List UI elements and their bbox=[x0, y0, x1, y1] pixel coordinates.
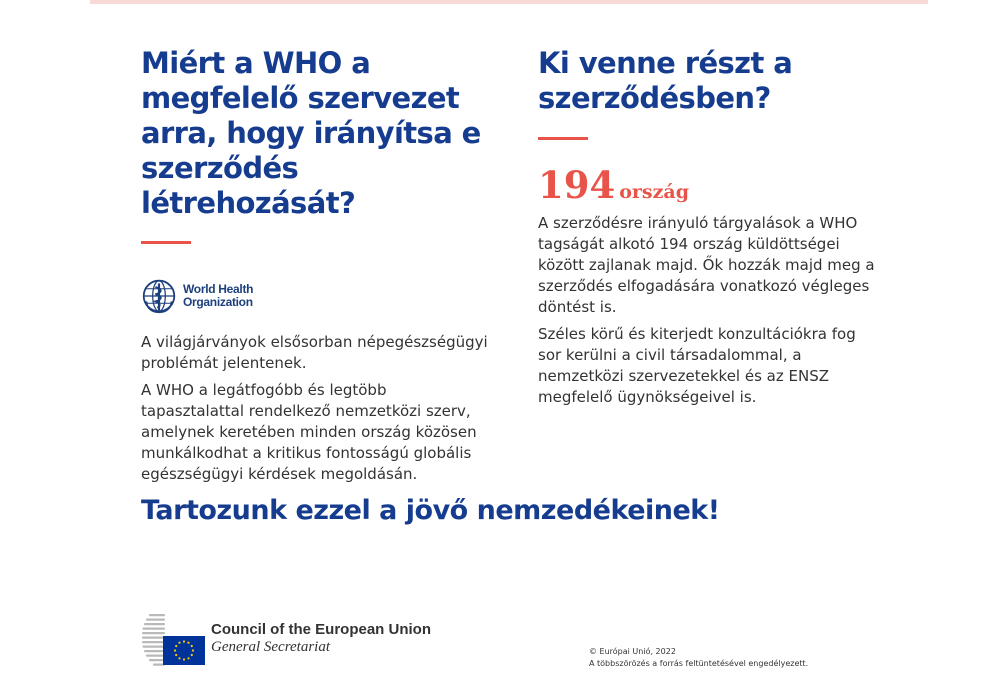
eu-star bbox=[175, 645, 177, 647]
eu-star bbox=[187, 657, 189, 659]
left-divider bbox=[141, 241, 191, 244]
eu-star bbox=[175, 654, 177, 656]
stat-unit: ország bbox=[619, 181, 689, 203]
eu-council-emblem-icon bbox=[141, 612, 207, 670]
who-emblem-icon bbox=[141, 278, 177, 314]
eu-star bbox=[183, 658, 185, 660]
copyright-notice bbox=[589, 646, 808, 670]
eu-star bbox=[178, 657, 180, 659]
eu-star bbox=[187, 642, 189, 644]
who-wordmark-line2: Organization bbox=[183, 295, 253, 309]
eu-star bbox=[174, 649, 176, 651]
left-heading: Miért a WHO a megfelelő szervezet arra, hogy irányítsa e szerződés létrehozását? bbox=[141, 46, 481, 220]
council-name: Council of the European Union bbox=[211, 620, 431, 638]
left-column bbox=[141, 46, 491, 485]
eu-star bbox=[178, 642, 180, 644]
right-paragraph-2: Széles körű és kiterjedt konzultációkra fog sor kerülni a civil társadalommal, a nemzetközi szervezetekkel és az ENSZ megfelelő ügynökségeivel is. bbox=[538, 325, 856, 406]
right-column bbox=[538, 46, 878, 408]
who-wordmark-line1: World Health bbox=[183, 282, 254, 296]
right-heading: Ki venne részt a szerződésben? bbox=[538, 46, 793, 115]
who-wordmark bbox=[183, 283, 253, 309]
country-stat bbox=[538, 165, 878, 205]
council-subtitle: General Secretariat bbox=[211, 638, 330, 655]
eu-star bbox=[191, 645, 193, 647]
copyright-line-1: © Európai Unió, 2022 bbox=[589, 647, 676, 656]
eu-star bbox=[183, 640, 185, 642]
who-logo bbox=[141, 278, 491, 314]
council-wordmark bbox=[211, 621, 431, 656]
right-divider bbox=[538, 137, 588, 140]
left-paragraph-1: A világjárványok elsősorban népegészségügyi problémát jelentenek. bbox=[141, 333, 488, 372]
copyright-line-2: A többszörözés a forrás feltüntetésével engedélyezett. bbox=[589, 659, 809, 668]
stat-number: 194 bbox=[538, 163, 616, 207]
eu-star bbox=[192, 649, 194, 651]
tagline: Tartozunk ezzel a jövő nemzedékeinek! bbox=[141, 495, 720, 526]
council-logo bbox=[141, 612, 431, 670]
eu-star bbox=[191, 654, 193, 656]
right-paragraph-1: A szerződésre irányuló tárgyalások a WHO tagságát alkotó 194 ország küldöttségei között zajlanak majd. Ők hozzák majd meg a szerződés elfogadására vonatkozó végleges döntést is. bbox=[538, 214, 875, 316]
top-band bbox=[90, 0, 928, 4]
left-paragraph-2: A WHO a legátfogóbb és legtöbb tapasztalattal rendelkező nemzetközi szerv, amelynek keretében minden ország közösen munkálkodhat a kritikus fontosságú globális egészségügyi kérdések megoldásán. bbox=[141, 381, 477, 483]
